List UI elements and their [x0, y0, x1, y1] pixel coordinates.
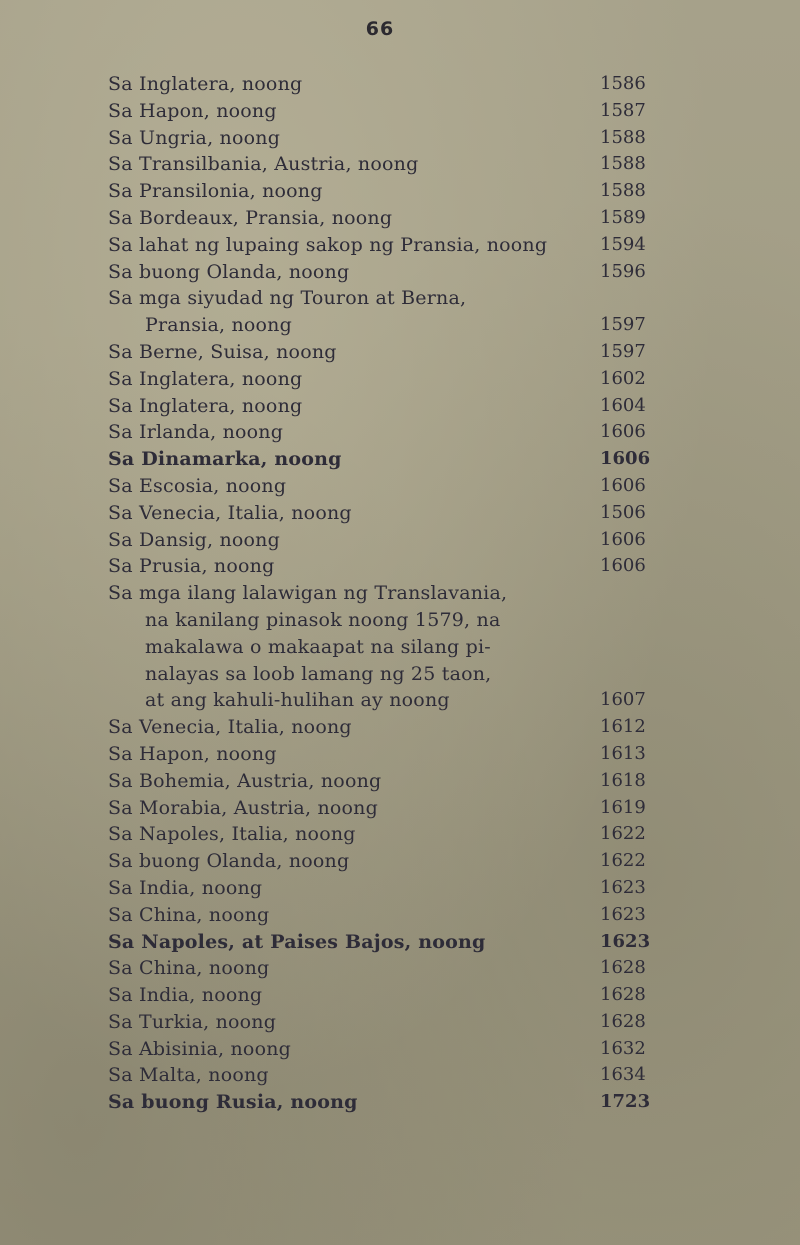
entry-row [0, 339, 800, 366]
entry-row [0, 902, 800, 929]
entry-row [0, 553, 800, 580]
entry-text: Sa Venecia, Italia, noong [108, 716, 352, 739]
entry-text: Sa China, noong [108, 957, 270, 980]
entry-text: Sa lahat ng lupaing sakop ng Pransia, noong [108, 233, 548, 256]
entry-row [0, 875, 800, 902]
entry-year: 1604 [600, 394, 646, 416]
entry-text: Sa Bohemia, Austria, noong [108, 769, 382, 792]
entry-text: Sa Transilbania, Austria, noong [108, 153, 419, 176]
entry-year: 1606 [600, 528, 646, 550]
entry-year: 1602 [600, 367, 646, 389]
entry-text: Sa Hapon, noong [108, 742, 277, 765]
entry-row [0, 419, 800, 446]
entry-year: 1623 [600, 876, 646, 898]
entry-text: Sa Pransilonia, noong [108, 180, 323, 203]
entry-row [0, 1089, 800, 1116]
entry-row [0, 795, 800, 822]
page-number: 66 [365, 18, 395, 40]
entry-text: Sa Bordeaux, Pransia, noong [108, 206, 393, 229]
entry-year: 1587 [600, 99, 646, 121]
entry-text: Pransia, noong [145, 314, 292, 337]
entry-year: 1588 [600, 153, 646, 175]
entry-year: 1612 [600, 716, 646, 738]
entry-text: Sa India, noong [108, 984, 263, 1007]
entry-text: Sa Inglatera, noong [108, 73, 303, 95]
entry-year: 1506 [600, 501, 646, 523]
entry-row [0, 929, 800, 956]
entry-year: 1632 [600, 1037, 646, 1059]
entry-text: Sa mga siyudad ng Touron at Berna, [108, 287, 467, 310]
entry-year: 1606 [600, 555, 646, 577]
entry-row [0, 982, 800, 1009]
entry-row [0, 259, 800, 286]
entry-row [0, 71, 800, 98]
entry-year: 1589 [600, 206, 646, 228]
entry-row [0, 527, 800, 554]
entry-text: Sa Dansig, noong [108, 528, 280, 551]
entry-row [0, 285, 800, 312]
entry-text: at ang kahuli-hulihan ay noong [145, 689, 450, 712]
entry-text: makalawa o makaapat na silang pi- [145, 635, 491, 658]
entry-row [0, 205, 800, 232]
entry-text: Sa China, noong [108, 903, 270, 926]
entry-year: 1723 [600, 1091, 651, 1113]
entry-row [0, 714, 800, 741]
entry-year: 1607 [600, 689, 646, 711]
entry-year: 1594 [600, 233, 646, 255]
entry-year: 1597 [600, 314, 646, 336]
entry-row [0, 98, 800, 125]
entry-row [0, 393, 800, 420]
entry-year: 1588 [600, 180, 646, 202]
entry-row [0, 446, 800, 473]
entry-year: 1634 [600, 1064, 646, 1086]
entry-row [0, 821, 800, 848]
entry-row [0, 848, 800, 875]
entry-year: 1596 [600, 260, 646, 282]
entry-year: 1606 [600, 448, 651, 470]
entry-row [0, 1036, 800, 1063]
entry-text: Sa Inglatera, noong [108, 394, 303, 417]
entry-year: 1618 [600, 769, 646, 791]
entry-row [0, 151, 800, 178]
entry-text: Sa Ungria, noong [108, 126, 281, 149]
entry-year: 1623 [600, 903, 646, 925]
entry-text: Sa Dinamarka, noong [108, 448, 342, 471]
entry-row [0, 687, 800, 714]
entry-row [0, 768, 800, 795]
entry-text: nalayas sa loob lamang ng 25 taon, [145, 662, 492, 685]
entry-year: 1588 [600, 126, 646, 148]
entry-year: 1606 [600, 474, 646, 496]
entry-text: Sa Morabia, Austria, noong [108, 796, 378, 819]
entry-row [0, 741, 800, 768]
entry-list [0, 71, 800, 1116]
entry-text: Sa Irlanda, noong [108, 421, 284, 444]
entry-text: Sa buong Olanda, noong [108, 260, 350, 283]
entry-row [0, 580, 800, 607]
entry-row [0, 955, 800, 982]
entry-row [0, 232, 800, 259]
entry-row [0, 125, 800, 152]
entry-text: Sa India, noong [108, 876, 263, 899]
entry-row [0, 473, 800, 500]
entry-year: 1628 [600, 984, 646, 1006]
entry-text: Sa Inglatera, noong [108, 367, 303, 390]
entry-text: na kanilang pinasok noong 1579, na [145, 608, 501, 631]
entry-year: 1597 [600, 340, 646, 362]
entry-text: Sa Escosia, noong [108, 474, 287, 497]
entry-row [0, 178, 800, 205]
entry-text: Sa buong Rusia, noong [108, 1091, 358, 1114]
entry-row [0, 1062, 800, 1089]
entry-text: Sa Napoles, Italia, noong [108, 823, 356, 846]
entry-year: 1619 [600, 796, 646, 818]
entry-year: 1606 [600, 421, 646, 443]
entry-year: 1622 [600, 823, 646, 845]
entry-row [0, 661, 800, 688]
entry-row [0, 500, 800, 527]
entry-text: Sa Turkia, noong [108, 1010, 277, 1033]
entry-row [0, 607, 800, 634]
entry-row [0, 1009, 800, 1036]
entry-text: Sa Napoles, at Paises Bajos, noong [108, 930, 486, 953]
entry-year: 1613 [600, 742, 646, 764]
entry-text: Sa Hapon, noong [108, 99, 277, 122]
entry-year: 1628 [600, 957, 646, 979]
entry-text: Sa Abisinia, noong [108, 1037, 292, 1060]
entry-text: Sa Berne, Suisa, noong [108, 340, 337, 363]
entry-text: Sa mga ilang lalawigan ng Translavania, [108, 582, 508, 605]
entry-text: Sa Venecia, Italia, noong [108, 501, 352, 524]
entry-text: Sa buong Olanda, noong [108, 850, 350, 873]
entry-year: 1623 [600, 930, 651, 952]
entry-text: Sa Prusia, noong [108, 555, 275, 578]
entry-row [0, 634, 800, 661]
entry-year: 1622 [600, 850, 646, 872]
entry-year: 1628 [600, 1010, 646, 1032]
entry-year: 1586 [600, 73, 646, 94]
entry-row [0, 366, 800, 393]
entry-text: Sa Malta, noong [108, 1064, 269, 1087]
entry-row [0, 312, 800, 339]
